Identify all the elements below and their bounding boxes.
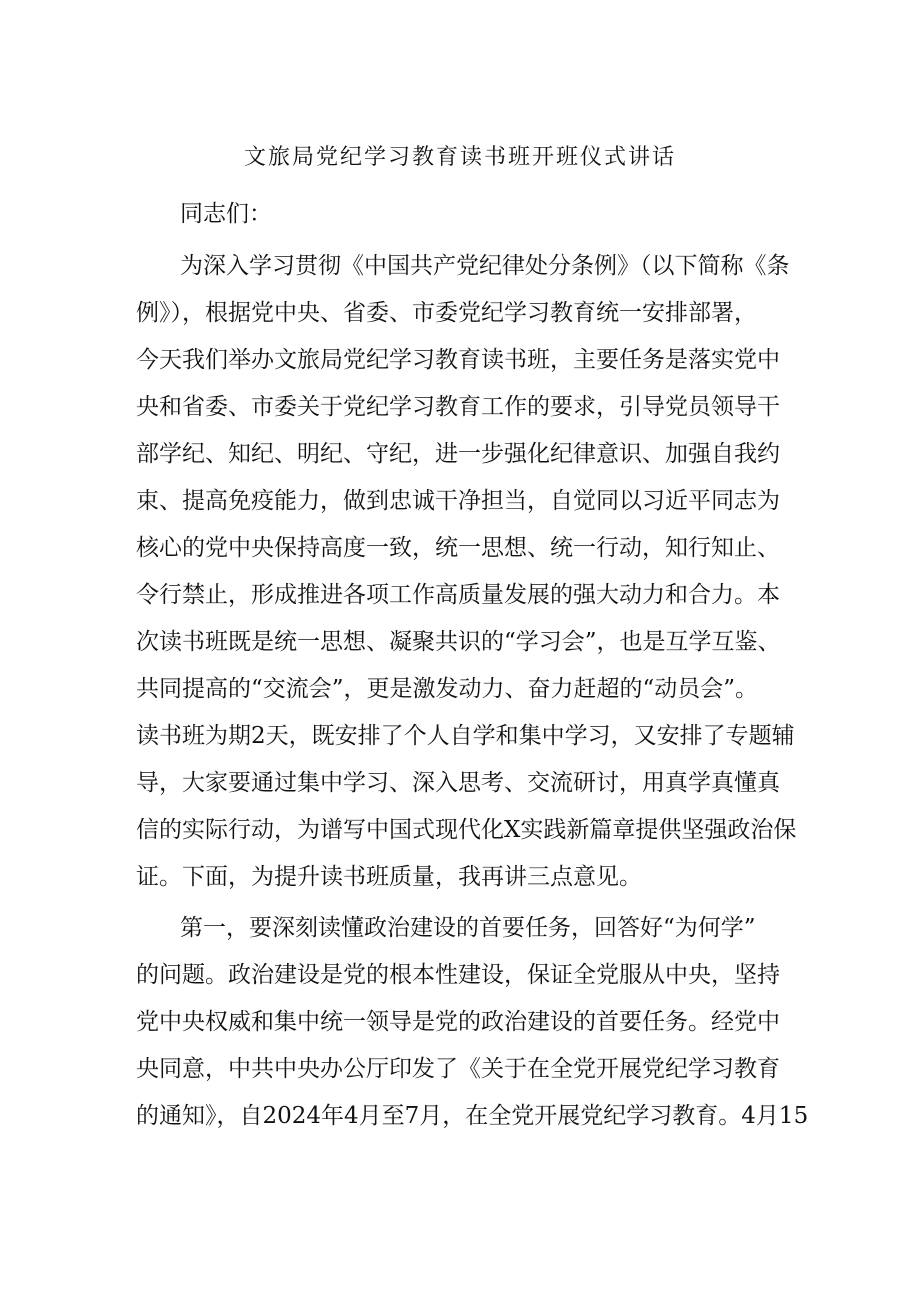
paragraph-line: 束、提高免疫能力，做到忠诚干净担当，自觉同以习近平同志为 (136, 488, 780, 514)
paragraph-line: 信的实际行动，为谱写中国式现代化X实践新篇章提供坚强政治保 (136, 817, 797, 843)
paragraph-line: 央和省委、市委关于党纪学习教育工作的要求，引导党员领导干 (136, 394, 780, 420)
paragraph-line: 读书班为期2天，既安排了个人自学和集中学习，又安排了专题辅 (136, 723, 795, 749)
salutation: 同志们： (180, 201, 272, 227)
paragraph-line: 的问题。政治建设是党的根本性建设，保证全党服从中央，坚持 (136, 962, 780, 988)
paragraph-line: 共同提高的“交流会”，更是激发动力、奋力赶超的“动员会”。 (136, 676, 759, 702)
paragraph-line: 核心的党中央保持高度一致，统一思想、统一行动，知行知止、 (136, 535, 780, 561)
paragraph-1 (136, 243, 796, 901)
paragraph-line: 为深入学习贯彻《中国共产党纪律处分条例》（以下简称《条 (180, 253, 790, 279)
document-title: 文旅局党纪学习教育读书班开班仪式讲话 (243, 145, 676, 170)
paragraph-line: 今天我们举办文旅局党纪学习教育读书班，主要任务是落实党中 (136, 347, 780, 373)
paragraph-line: 部学纪、知纪、明纪、守纪，进一步强化纪律意识、加强自我约 (136, 441, 780, 467)
paragraph-line: 证。下面，为提升读书班质量，我再讲三点意见。 (136, 864, 642, 890)
paragraph-line: 党中央权威和集中统一领导是党的政治建设的首要任务。经党中 (136, 1009, 780, 1035)
paragraph-line: 央同意，中共中央办公厅印发了《关于在全党开展党纪学习教育 (136, 1056, 780, 1082)
paragraph-line: 例》），根据党中央、省委、市委党纪学习教育统一安排部署， (136, 300, 757, 326)
paragraph-line: 次读书班既是统一思想、凝聚共识的“学习会”，也是互学互鉴、 (136, 629, 781, 655)
paragraph-line: 导，大家要通过集中学习、深入思考、交流研讨，用真学真懂真 (136, 770, 780, 796)
paragraph-line: 的通知》，自2024年4月至7月，在全党开展党纪学习教育。4月15 (136, 1103, 809, 1129)
paragraph-line: 第一，要深刻读懂政治建设的首要任务，回答好“为何学” (180, 915, 756, 941)
paragraph-2 (136, 905, 809, 1140)
paragraph-line: 令行禁止，形成推进各项工作高质量发展的强大动力和合力。本 (136, 582, 780, 608)
